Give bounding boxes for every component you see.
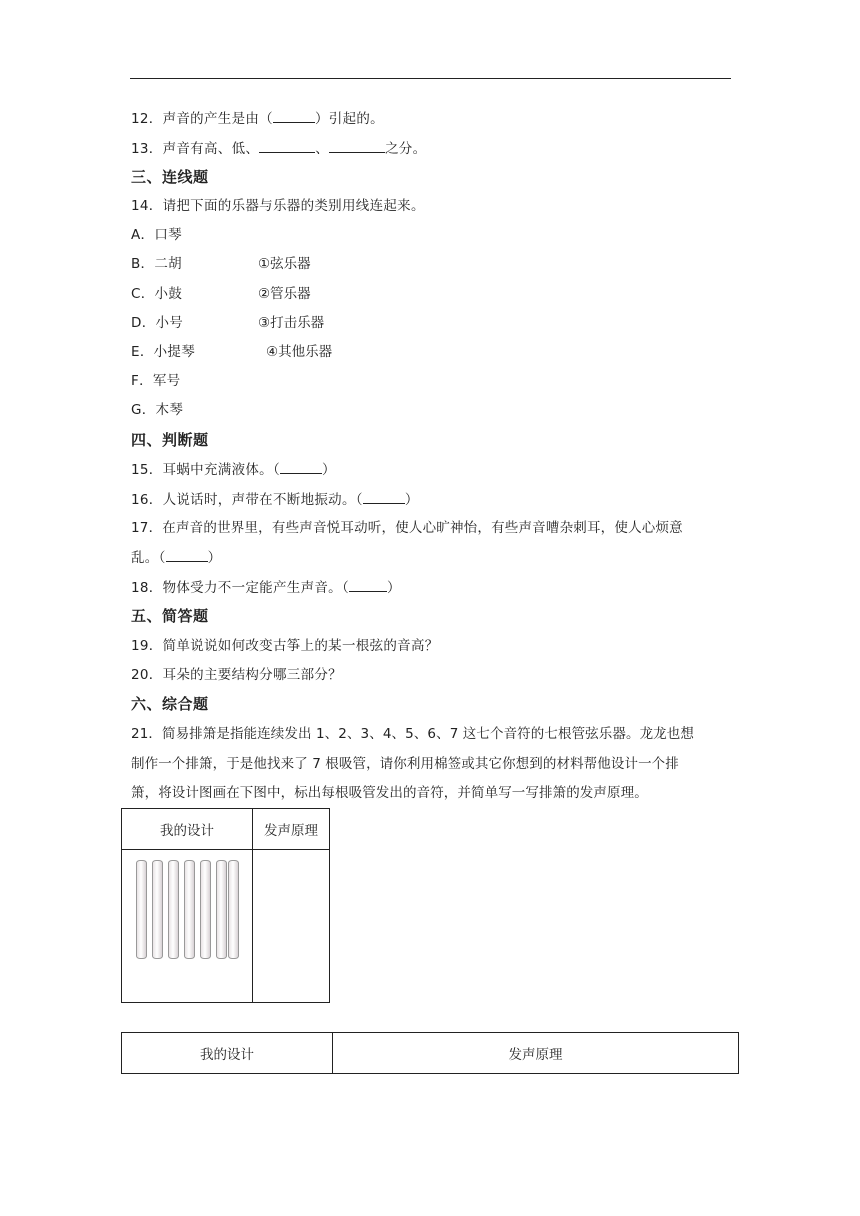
- straw-image: [152, 860, 163, 959]
- instrument-item[interactable]: D．小号: [131, 315, 184, 331]
- category-item[interactable]: ②管乐器: [258, 286, 311, 302]
- instrument-item[interactable]: F．军号: [131, 373, 181, 389]
- straw-image: [168, 860, 179, 959]
- section-heading-comprehensive: 六、综合题: [131, 695, 209, 713]
- question-21-line: 制作一个排箫，于是他找来了 7 根吸管，请你利用棉签或其它你想到的材料帮他设计一个排: [131, 756, 679, 772]
- straw-image: [200, 860, 211, 959]
- instrument-item[interactable]: A．口琴: [131, 227, 182, 243]
- question-13: [131, 138, 426, 159]
- question-12-text: 12．声音的产生是由（: [131, 111, 273, 127]
- straw-image: [184, 860, 195, 959]
- question-16: [131, 489, 419, 510]
- design-table-2: [121, 1032, 739, 1074]
- table-header-principle[interactable]: 发声原理: [333, 1033, 739, 1074]
- category-item[interactable]: ④其他乐器: [266, 344, 333, 360]
- instrument-item[interactable]: E．小提琴: [131, 344, 196, 360]
- straw-image: [228, 860, 239, 959]
- question-18-text-end: ）: [387, 580, 401, 596]
- question-13-text-end: 之分。: [385, 141, 427, 157]
- answer-blank[interactable]: [329, 138, 385, 153]
- question-20: 20．耳朵的主要结构分哪三部分？: [131, 667, 342, 683]
- question-12-text-end: ）引起的。: [314, 111, 384, 127]
- answer-blank[interactable]: [273, 108, 315, 123]
- table-header-design[interactable]: 我的设计: [122, 1033, 333, 1074]
- answer-blank[interactable]: [349, 577, 387, 592]
- header-rule: [130, 78, 731, 79]
- straw-image: [216, 860, 227, 959]
- answer-blank[interactable]: [259, 138, 315, 153]
- question-13-separator: 、: [315, 141, 329, 157]
- table-header-principle: 发声原理: [253, 809, 330, 850]
- question-12: [131, 108, 384, 129]
- question-15: [131, 459, 336, 480]
- answer-blank[interactable]: [280, 459, 322, 474]
- question-16-text: 16．人说话时，声带在不断地振动。（: [131, 492, 363, 508]
- question-17-text-end: ）: [207, 550, 222, 566]
- category-item[interactable]: ③打击乐器: [258, 315, 325, 331]
- section-heading-short-answer: 五、简答题: [131, 607, 209, 625]
- answer-blank[interactable]: [363, 489, 405, 504]
- answer-blank[interactable]: [166, 547, 208, 562]
- question-15-text-end: ）: [322, 462, 336, 478]
- question-13-text: 13．声音有高、低、: [131, 141, 260, 157]
- question-18-text: 18．物体受力不一定能产生声音。（: [131, 580, 350, 596]
- question-14: 14．请把下面的乐器与乐器的类别用线连起来。: [131, 198, 425, 214]
- section-heading-true-false: 四、判断题: [131, 431, 209, 449]
- category-item[interactable]: ①弦乐器: [258, 256, 311, 272]
- instrument-item[interactable]: G．木琴: [131, 402, 184, 418]
- instrument-item[interactable]: B．二胡: [131, 256, 182, 272]
- table-header-design: 我的设计: [122, 809, 253, 850]
- question-21-line: 箫，将设计图画在下图中，标出每根吸管发出的音符，并简单写一写排箫的发声原理。: [131, 785, 648, 801]
- question-19: 19．简单说说如何改变古筝上的某一根弦的音高？: [131, 638, 439, 654]
- question-15-text: 15．耳蜗中充满液体。（: [131, 462, 281, 478]
- question-17-text: 乱。（: [131, 550, 166, 566]
- question-17-cont: [131, 547, 221, 568]
- instrument-item[interactable]: C．小鼓: [131, 286, 183, 302]
- straw-image: [136, 860, 147, 959]
- question-18: [131, 577, 401, 598]
- question-17: 17．在声音的世界里，有些声音悦耳动听，使人心旷神怡，有些声音嘈杂刺耳，使人心烦意: [131, 520, 683, 536]
- question-16-text-end: ）: [404, 492, 419, 508]
- section-heading-matching: 三、连线题: [131, 168, 209, 186]
- principle-answer-cell[interactable]: [253, 850, 330, 1003]
- question-21-line: 21．简易排箫是指能连续发出 1、2、3、4、5、6、7 这七个音符的七根管弦乐器。龙龙也想: [131, 726, 694, 742]
